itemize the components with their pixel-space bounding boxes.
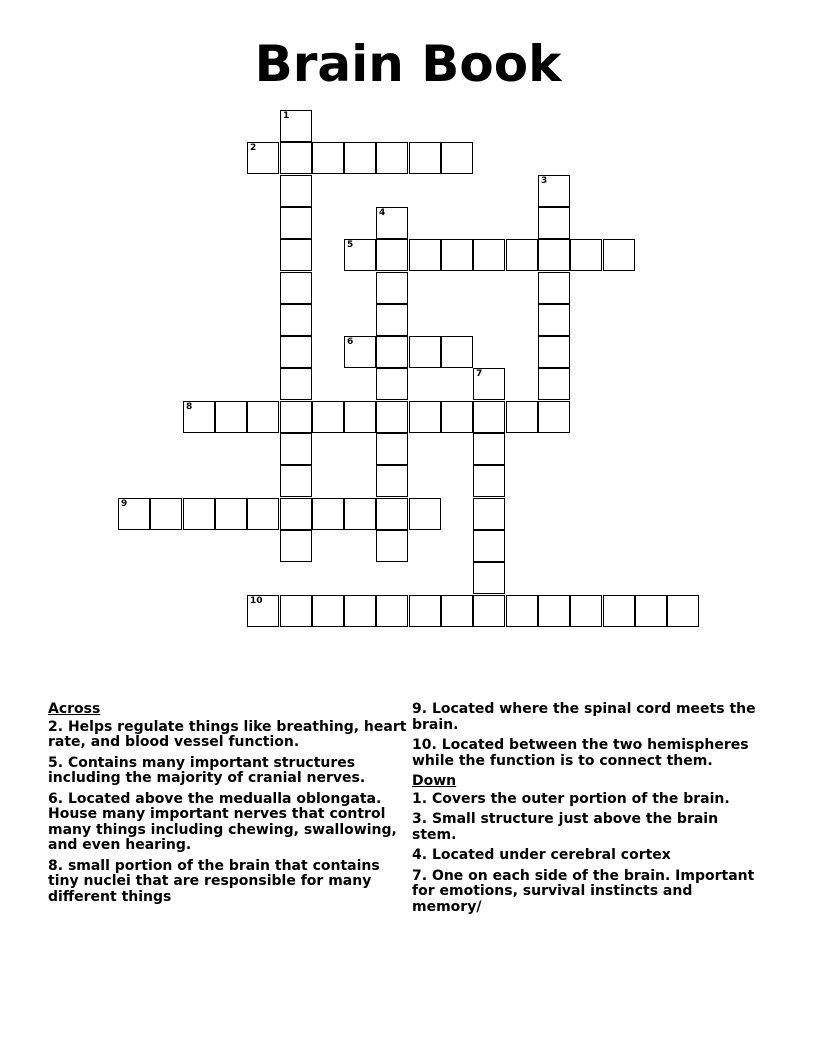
cell-number: 4: [379, 208, 386, 218]
grid-cell[interactable]: [376, 595, 408, 627]
grid-cell[interactable]: [150, 498, 182, 530]
across-clue: [48, 756, 408, 787]
clue-number: 9.: [412, 701, 428, 717]
clue-number: 6.: [48, 790, 64, 807]
across-heading: Across: [48, 701, 101, 717]
grid-cell[interactable]: [247, 142, 279, 174]
across-clue: [412, 738, 762, 769]
grid-cell[interactable]: [603, 239, 635, 271]
clue-text: Located under cerebral cortex: [431, 847, 671, 863]
grid-cell[interactable]: [473, 433, 505, 465]
cell-number: 10: [250, 596, 263, 606]
cell-number: 3: [541, 176, 548, 186]
grid-cell[interactable]: [441, 142, 473, 174]
grid-cell[interactable]: [506, 401, 538, 433]
grid-cell[interactable]: [376, 207, 408, 239]
grid-cell[interactable]: [280, 368, 312, 400]
grid-cell[interactable]: [215, 401, 247, 433]
grid-cell[interactable]: [473, 595, 505, 627]
grid-cell[interactable]: [280, 304, 312, 336]
down-heading: Down: [412, 773, 457, 789]
cell-number: 5: [347, 240, 354, 250]
grid-cell[interactable]: [603, 595, 635, 627]
clue-text: Small structure just above the brain stem.: [412, 811, 719, 843]
down-clue: [412, 812, 762, 843]
grid-cell[interactable]: [376, 368, 408, 400]
grid-cell[interactable]: [183, 401, 215, 433]
puzzle-title: Brain Book: [254, 35, 562, 93]
grid-cell[interactable]: [570, 595, 602, 627]
grid-cell[interactable]: [538, 368, 570, 400]
grid-cell[interactable]: [409, 336, 441, 368]
grid-cell[interactable]: [344, 401, 376, 433]
grid-cell[interactable]: [538, 595, 570, 627]
grid-cell[interactable]: [312, 595, 344, 627]
clue-number: 7.: [412, 867, 428, 884]
cell-number: 6: [347, 337, 354, 347]
grid-cell[interactable]: [215, 498, 247, 530]
clue-number: 3.: [412, 811, 428, 827]
grid-cell[interactable]: [280, 595, 312, 627]
grid-cell[interactable]: [409, 142, 441, 174]
grid-cell[interactable]: [280, 498, 312, 530]
grid-cell[interactable]: [506, 595, 538, 627]
down-clue: [412, 848, 762, 864]
grid-cell[interactable]: [344, 595, 376, 627]
grid-cell[interactable]: [635, 595, 667, 627]
grid-cell[interactable]: [667, 595, 699, 627]
clue-number: 1.: [412, 790, 428, 807]
grid-cell[interactable]: [376, 142, 408, 174]
grid-cell[interactable]: [312, 401, 344, 433]
grid-cell[interactable]: [538, 304, 570, 336]
clue-text: Located above the medualla oblongata. House many important nerves that control many things including chewing, swallowing, and even hearing.: [48, 790, 397, 853]
grid-cell[interactable]: [118, 498, 150, 530]
grid-cell[interactable]: [247, 401, 279, 433]
grid-cell[interactable]: [473, 562, 505, 594]
grid-cell[interactable]: [409, 595, 441, 627]
clues-column-right: [412, 702, 762, 920]
grid-cell[interactable]: [570, 239, 602, 271]
grid-cell[interactable]: [247, 498, 279, 530]
grid-cell[interactable]: [409, 239, 441, 271]
across-clue: [412, 702, 762, 733]
grid-cell[interactable]: [344, 142, 376, 174]
grid-cell[interactable]: [312, 498, 344, 530]
down-clue: [412, 792, 762, 808]
grid-cell[interactable]: [376, 272, 408, 304]
grid-cell[interactable]: [441, 336, 473, 368]
grid-cell[interactable]: [280, 239, 312, 271]
grid-cell[interactable]: [538, 207, 570, 239]
grid-cell[interactable]: [376, 465, 408, 497]
grid-cell[interactable]: [280, 530, 312, 562]
grid-cell[interactable]: [538, 239, 570, 271]
grid-cell[interactable]: [538, 175, 570, 207]
grid-cell[interactable]: [376, 239, 408, 271]
grid-cell[interactable]: [376, 433, 408, 465]
grid-cell[interactable]: [441, 401, 473, 433]
grid-cell[interactable]: [376, 401, 408, 433]
cell-number: 9: [121, 499, 128, 509]
grid-cell[interactable]: [280, 175, 312, 207]
grid-cell[interactable]: [280, 433, 312, 465]
across-clue: [48, 792, 408, 854]
cell-number: 8: [186, 402, 193, 412]
clue-text: Located where the spinal cord meets the brain.: [412, 701, 756, 733]
cell-number: 2: [250, 143, 257, 153]
grid-cell[interactable]: [376, 304, 408, 336]
grid-cell[interactable]: [247, 595, 279, 627]
clue-text: Located between the two hemispheres while the function is to connect them.: [412, 737, 749, 769]
grid-cell[interactable]: [376, 530, 408, 562]
grid-cell[interactable]: [473, 368, 505, 400]
grid-cell[interactable]: [538, 401, 570, 433]
grid-cell[interactable]: [280, 272, 312, 304]
grid-cell[interactable]: [280, 401, 312, 433]
clue-number: 2.: [48, 718, 64, 735]
clue-number: 5.: [48, 754, 64, 771]
grid-cell[interactable]: [473, 498, 505, 530]
grid-cell[interactable]: [280, 110, 312, 142]
clue-text: small portion of the brain that contains tiny nuclei that are responsible for many different things: [48, 857, 380, 905]
grid-cell[interactable]: [409, 498, 441, 530]
grid-cell[interactable]: [280, 336, 312, 368]
grid-cell[interactable]: [506, 239, 538, 271]
clues-column-left: [48, 702, 408, 910]
clue-text: Covers the outer portion of the brain.: [431, 790, 730, 807]
grid-cell[interactable]: [376, 498, 408, 530]
grid-cell[interactable]: [376, 336, 408, 368]
down-clue: [412, 869, 762, 916]
grid-cell[interactable]: [473, 239, 505, 271]
grid-cell[interactable]: [344, 239, 376, 271]
grid-cell[interactable]: [344, 498, 376, 530]
cell-number: 7: [476, 369, 483, 379]
grid-cell[interactable]: [280, 465, 312, 497]
clue-text: One on each side of the brain. Important for emotions, survival instincts and memory/: [412, 867, 755, 915]
grid-cell[interactable]: [473, 530, 505, 562]
across-clue: [48, 859, 408, 906]
clue-text: Helps regulate things like breathing, heart rate, and blood vessel function.: [48, 718, 407, 750]
clue-text: Contains many important structures including the majority of cranial nerves.: [48, 754, 366, 786]
grid-cell[interactable]: [312, 142, 344, 174]
grid-cell[interactable]: [280, 142, 312, 174]
grid-cell[interactable]: [473, 401, 505, 433]
grid-cell[interactable]: [344, 336, 376, 368]
clue-number: 8.: [48, 857, 64, 874]
grid-cell[interactable]: [538, 272, 570, 304]
grid-cell[interactable]: [409, 401, 441, 433]
grid-cell[interactable]: [538, 336, 570, 368]
grid-cell[interactable]: [183, 498, 215, 530]
grid-cell[interactable]: [441, 595, 473, 627]
grid-cell[interactable]: [441, 239, 473, 271]
cell-number: 1: [283, 111, 290, 121]
clue-number: 4.: [412, 847, 428, 863]
grid-cell[interactable]: [280, 207, 312, 239]
across-clue: [48, 720, 408, 751]
grid-cell[interactable]: [473, 465, 505, 497]
clue-number: 10.: [412, 737, 437, 753]
